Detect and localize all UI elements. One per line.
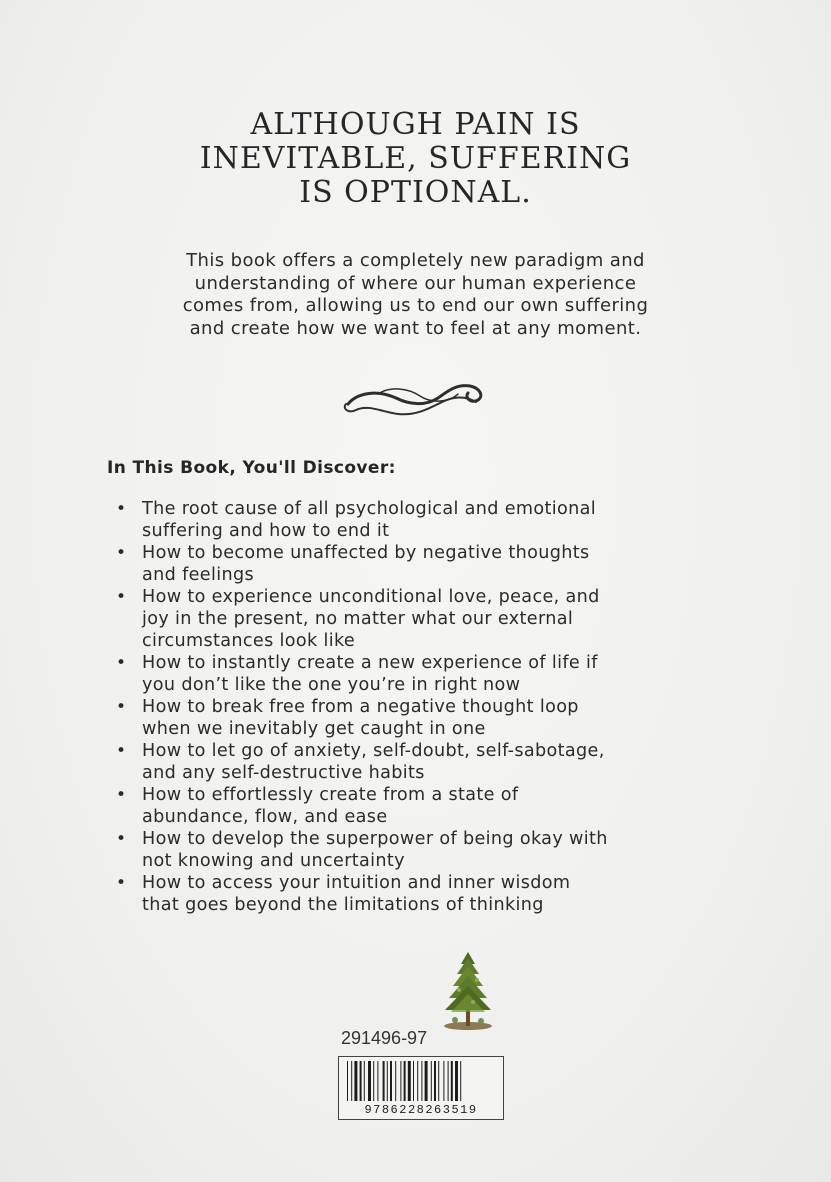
list-item [116,828,756,872]
barcode-bar [443,1061,444,1101]
list-item-line: How to develop the superpower of being okay with [142,829,608,849]
barcode-bar [351,1061,352,1101]
list-item-line: when we inevitably get caught in one [142,719,486,739]
list-item-line: not knowing and uncertainty [142,851,405,871]
list-item [116,542,756,586]
barcode-bar [400,1061,401,1101]
bullet-icon: • [116,653,127,673]
intro-line: understanding of where our human experience [194,272,637,294]
list-item [116,872,756,916]
barcode-bar [368,1061,371,1101]
flourish-ornament-icon [338,372,488,422]
discover-list [116,498,756,916]
list-item-line: How to instantly create a new experience of life if [142,653,598,673]
barcode-bar [425,1061,428,1101]
bullet-icon: • [116,785,127,805]
intro-paragraph [0,250,831,340]
intro-line: comes from, allowing us to end our own suffering [182,295,649,316]
barcode-bar [387,1061,388,1101]
isbn-barcode [338,1056,504,1120]
list-item-line: How to become unaffected by negative thoughts [142,543,590,563]
bullet-icon: • [116,697,127,717]
headline [0,108,831,210]
barcode-bar [455,1061,458,1101]
list-item-line: suffering and how to end it [142,521,390,541]
barcode-bar [347,1061,348,1101]
barcode-bar [448,1061,449,1101]
barcode-bar [373,1061,374,1101]
barcode-bars-icon [339,1057,503,1105]
bullet-icon: • [116,873,127,893]
list-item [116,784,756,828]
list-item [116,586,756,652]
list-item [116,696,756,740]
discover-heading: In This Book, You'll Discover: [107,458,396,478]
list-item [116,652,756,696]
barcode-bar [383,1061,385,1101]
list-item-line: How to effortlessly create from a state of [142,785,519,805]
list-item-line: and feelings [142,565,254,585]
bullet-icon: • [116,587,127,607]
list-item-line: abundance, flow, and ease [142,807,388,827]
list-item-line: you don’t like the one you’re in right now [142,675,521,695]
barcode-bar [408,1061,411,1101]
barcode-bar [438,1061,439,1101]
barcode-bar [395,1061,396,1101]
product-code: 291496-97 [341,1028,428,1048]
bullet-icon: • [116,829,127,849]
barcode-bar [390,1061,392,1101]
pine-tree-icon [437,950,499,1032]
headline-line: IS OPTIONAL. [299,175,532,210]
list-item-line: How to access your intuition and inner wisdom [142,873,571,893]
list-item-line: and any self-destructive habits [142,763,425,783]
list-item [116,498,756,542]
barcode-bar [364,1061,365,1101]
isbn-digits: 9786228263519 [364,1103,478,1117]
bullet-icon: • [116,543,127,563]
barcode-bar [460,1061,461,1101]
list-item-line: How to experience unconditional love, peace, and [142,587,600,607]
list-item-line: The root cause of all psychological and emotional [142,499,596,519]
list-item [116,740,756,784]
headline-line: ALTHOUGH PAIN IS [250,107,581,142]
barcode-bar [413,1061,414,1101]
list-item-line: How to break free from a negative thought loop [142,697,579,717]
list-item-line: joy in the present, no matter what our external [142,609,574,629]
barcode-bar [404,1061,406,1101]
barcode-bar [360,1061,362,1101]
headline-line: INEVITABLE, SUFFERING [199,141,632,176]
bullet-icon: • [116,741,127,761]
barcode-bar [451,1061,453,1101]
list-item-line: circumstances look like [142,631,356,651]
intro-line: and create how we want to feel at any moment. [189,317,642,339]
barcode-bar [377,1061,378,1101]
barcode-bar [434,1061,436,1101]
barcode-bar [354,1061,357,1101]
barcode-bar [417,1061,418,1101]
list-item-line: that goes beyond the limitations of thinking [142,895,544,915]
bullet-icon: • [116,499,127,519]
intro-line: This book offers a completely new paradigm and [186,250,645,271]
barcode-bar [431,1061,432,1101]
barcode-bar [421,1061,422,1101]
list-item-line: How to let go of anxiety, self-doubt, self-sabotage, [142,741,605,761]
